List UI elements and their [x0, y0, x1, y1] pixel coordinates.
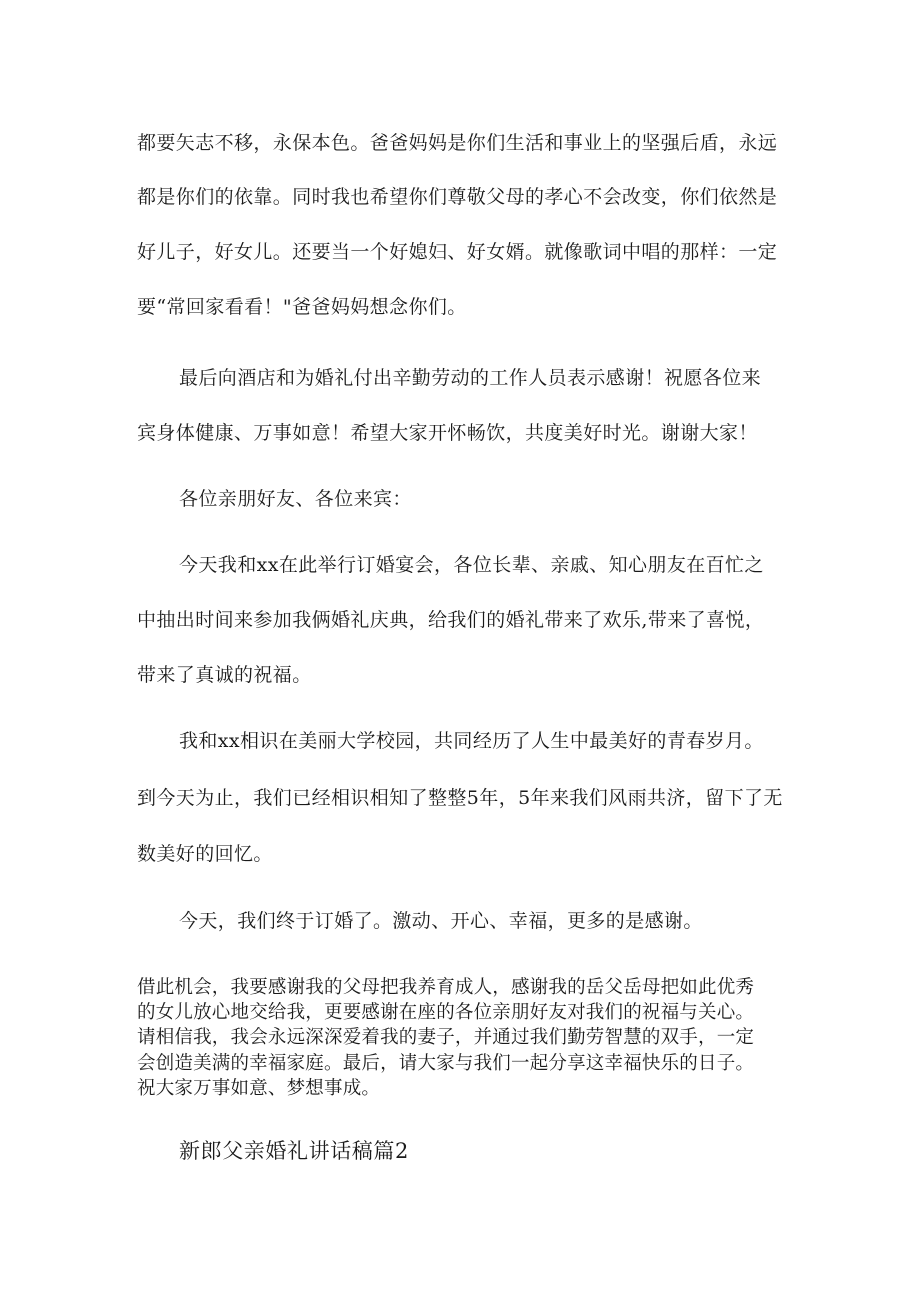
paragraph-line: 带来了真诚的祝福。: [137, 664, 312, 686]
paragraph-line: 我和xx相识在美丽大学校园，共同经历了人生中最美好的青春岁月。: [179, 730, 764, 752]
paragraph-line: 会创造美满的幸福家庭。最后，请大家与我们一起分享这幸福快乐的日子。: [137, 1053, 755, 1074]
paragraph-line: 要“常回家看看！"爸爸妈妈想念你们。: [137, 296, 467, 318]
paragraph-line: 宾身体健康、万事如意！希望大家开怀畅饮，共度美好时光。谢谢大家！: [137, 422, 758, 444]
paragraph-line: 到今天为止，我们已经相识相知了整整5年，5年来我们风雨共济，留下了无: [137, 787, 783, 809]
paragraph-line: 今天，我们终于订婚了。激动、开心、幸福，更多的是感谢。: [179, 910, 703, 932]
paragraph-line: 的女儿放心地交给我，更要感谢在座的各位亲朋好友对我们的祝福与关心。: [137, 1002, 755, 1023]
paragraph-line: 好儿子，好女儿。还要当一个好媳妇、好女婿。就像歌词中唱的那样：一定: [137, 241, 778, 263]
paragraph-line: 请相信我，我会永远深深爱着我的妻子，并通过我们勤劳智慧的双手，一定: [137, 1027, 755, 1048]
paragraph-line: 数美好的回忆。: [137, 843, 273, 865]
paragraph-line: 都是你们的依靠。同时我也希望你们尊敬父母的孝心不会改变，你们依然是: [137, 186, 778, 208]
paragraph-line: 都要矢志不移，永保本色。爸爸妈妈是你们生活和事业上的坚强后盾，永远: [137, 132, 778, 154]
paragraph-line: 借此机会，我要感谢我的父母把我养育成人，感谢我的岳父岳母把如此优秀: [137, 977, 755, 998]
paragraph-line: 祝大家万事如意、梦想事成。: [137, 1078, 381, 1099]
section-heading: 新郎父亲婚礼讲话稿篇2: [179, 1139, 409, 1163]
paragraph-line: 最后向酒店和为婚礼付出辛勤劳动的工作人员表示感谢！祝愿各位来: [179, 367, 762, 389]
paragraph-line: 今天我和xx在此举行订婚宴会，各位长辈、亲戚、知心朋友在百忙之: [179, 554, 764, 576]
paragraph-line: 中抽出时间来参加我俩婚礼庆典，给我们的婚礼带来了欢乐,带来了喜悦，: [137, 609, 765, 631]
salutation: 各位亲朋好友、各位来宾：: [179, 488, 412, 510]
